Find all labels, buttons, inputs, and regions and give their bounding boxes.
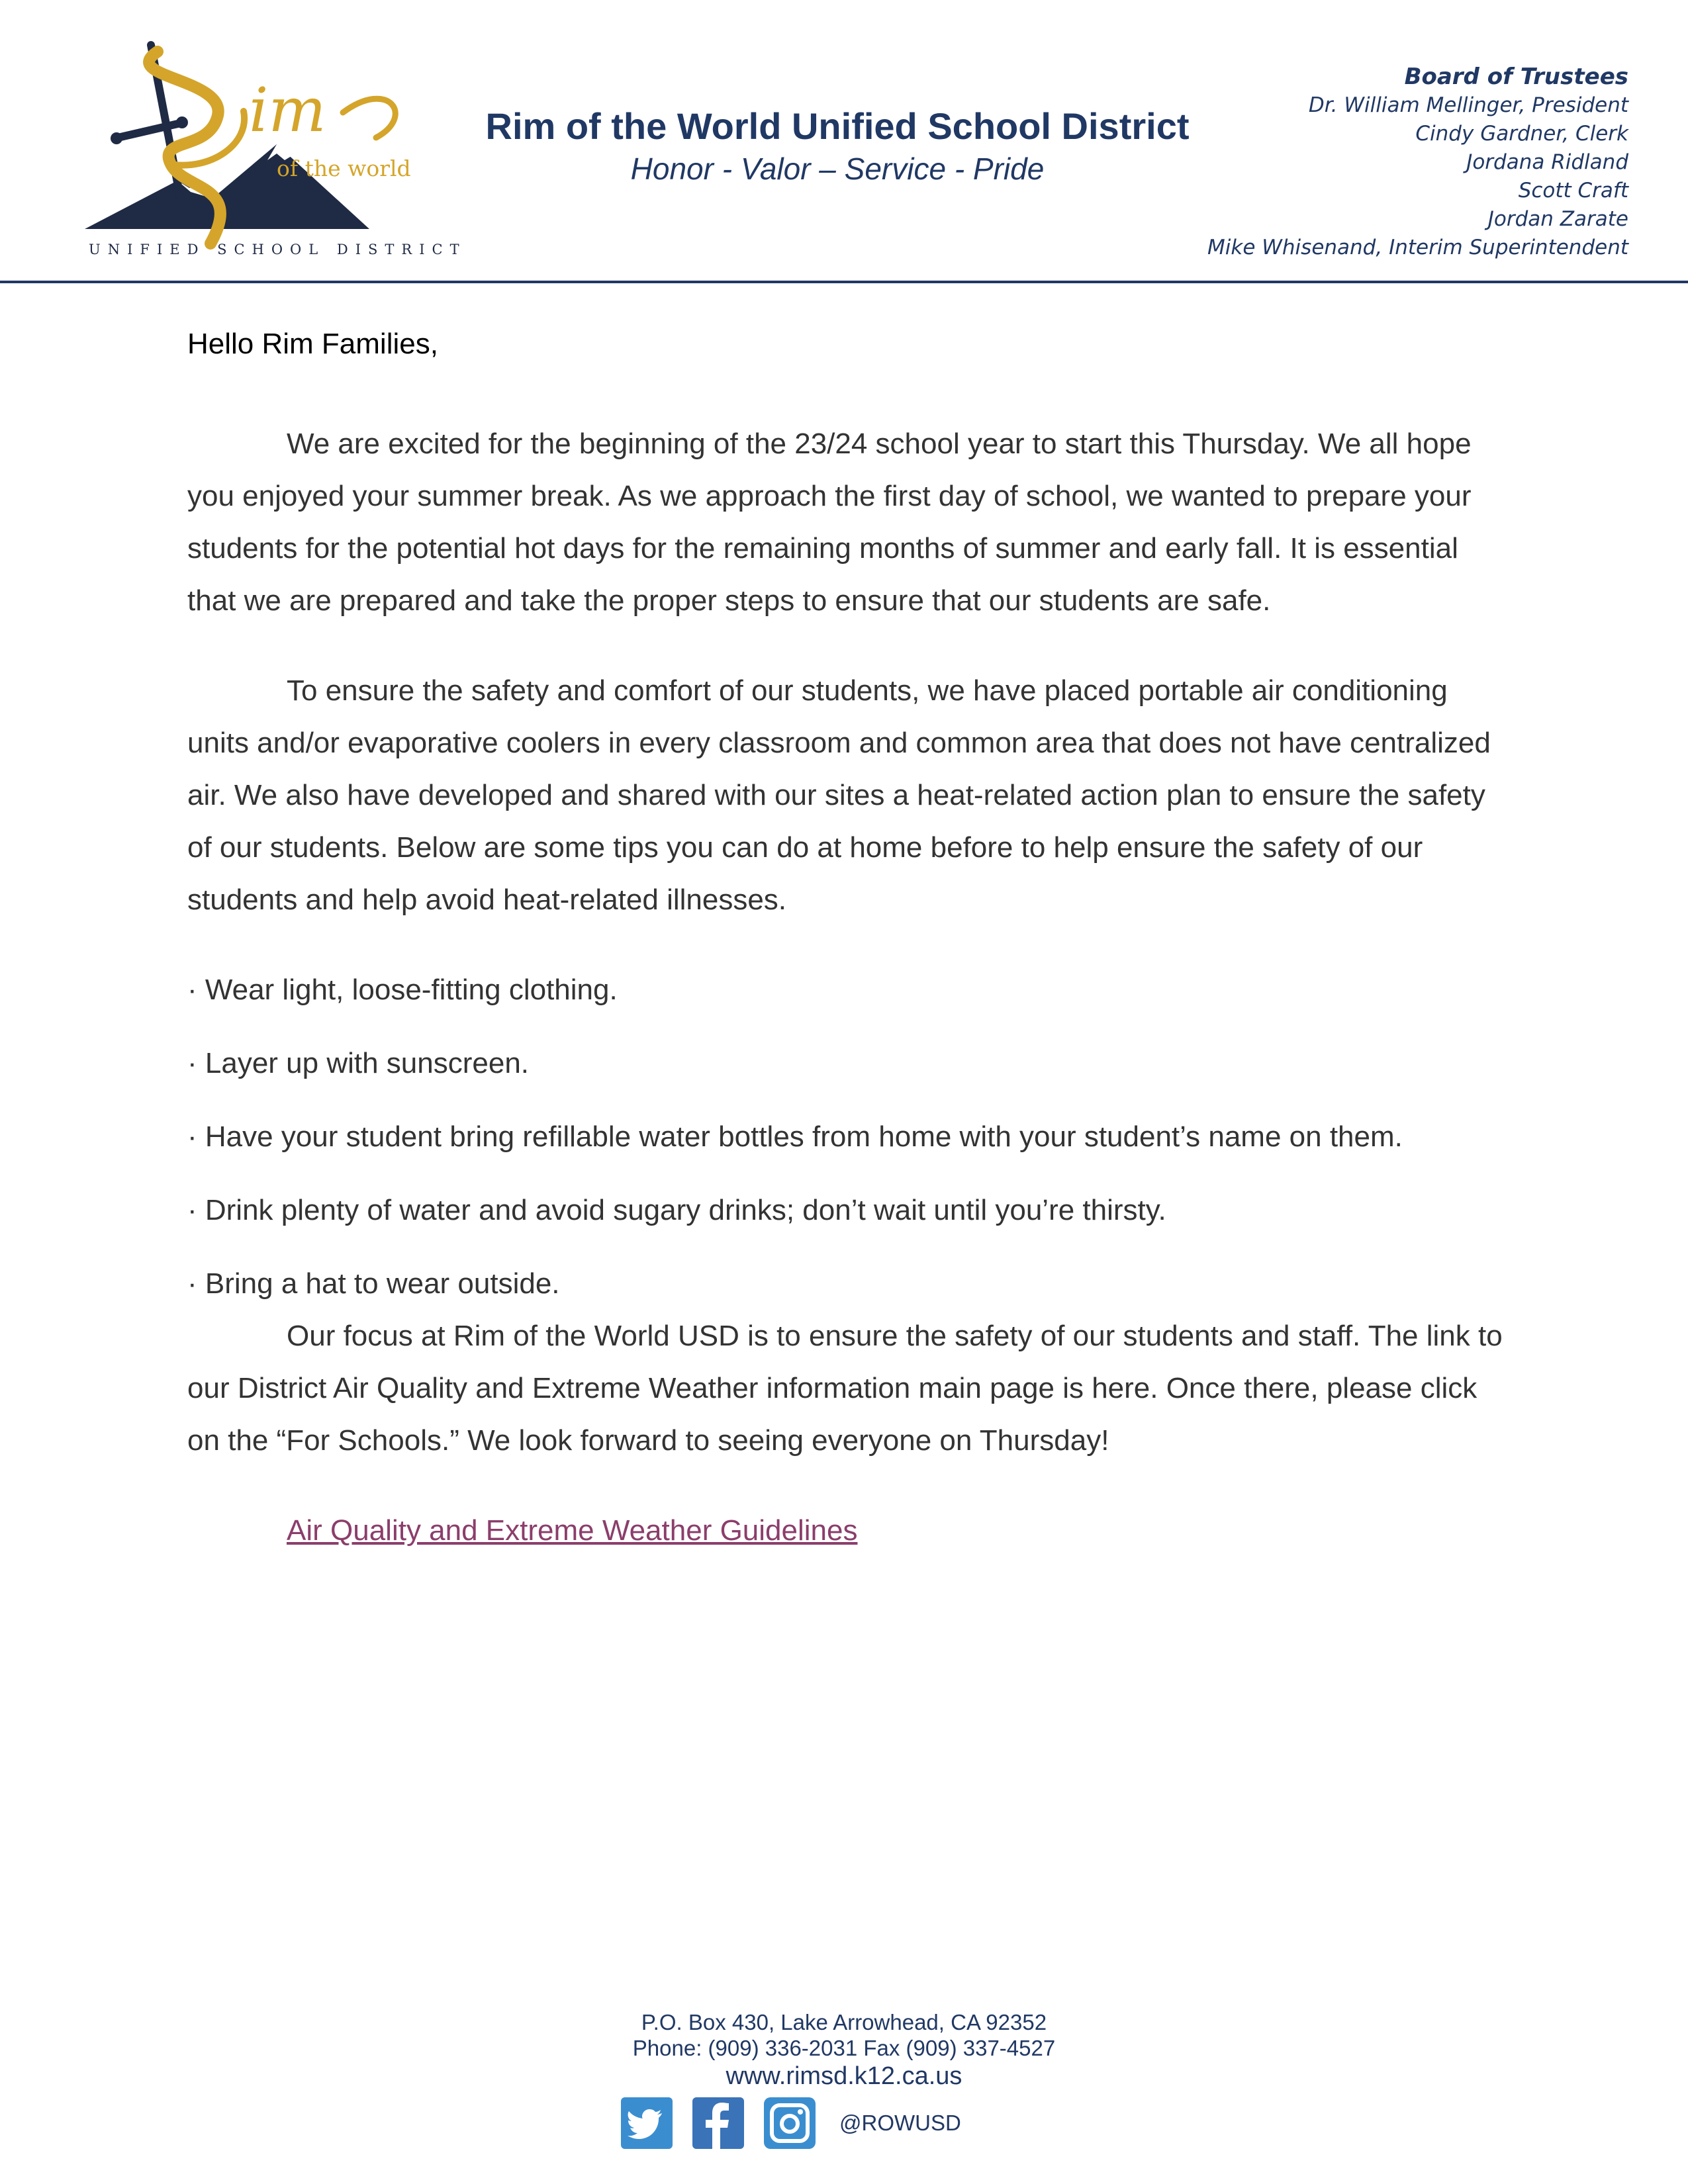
logo-main-text: im [249,75,326,146]
district-motto: Honor - Valor – Service - Pride [630,152,1045,186]
board-member: Scott Craft [1518,179,1628,203]
footer-address: P.O. Box 430, Lake Arrowhead, CA 92352 [641,2010,1047,2034]
tip-item: · Bring a hat to wear outside. [187,1267,560,1300]
logo-bottom-text: UNIFIED SCHOOL DISTRICT [89,242,467,257]
social-handle[interactable]: @ROWUSD [839,2111,961,2135]
footer-phone: Phone: (909) 336-2031 Fax (909) 337-4527 [632,2036,1056,2060]
paragraph-safety-measures: To ensure the safety and comfort of our students, we have placed portable air conditioning units and/or evaporative coolers in every classroom and common area that does not have centralized air. We also have developed and shared with our sites a heat-related action plan to ensure the safety of our students. Below are some tips you can do at home before to help ensure the safety of our students and help avoid heat-related illnesses. [187,674,1491,916]
board-member: Jordan Zarate [1487,207,1628,231]
instagram-icon[interactable] [764,2097,816,2149]
social-links [621,2097,961,2150]
guidelines-link[interactable]: Air Quality and Extreme Weather Guidelines [287,1514,858,1547]
twitter-icon[interactable] [621,2097,673,2149]
superintendent: Mike Whisenand, Interim Superintendent [1207,236,1628,259]
district-name: Rim of the World Unified School District [485,105,1190,147]
tip-item: · Layer up with sunscreen. [187,1047,530,1079]
footer-website[interactable]: www.rimsd.k12.ca.us [726,2062,962,2090]
footer [0,2009,1688,2091]
paragraph-intro: We are excited for the beginning of the 23/24 school year to start this Thursday. We all hope you enjoyed your summer break. As we approach the first day of school, we wanted to prepare your students for the potential hot days for the remaining months of summer and early fall. It is essential that we are prepared and take the proper steps to ensure that our students are safe. [187,428,1472,617]
greeting: Hello Rim Families, [187,328,438,360]
paragraph-closing: Our focus at Rim of the World USD is to ensure the safety of our students and staff. The link to our District Air Quality and Extreme Weather information main page is here. Once there, please click on the “For Schools.” We look forward to seeing everyone on Thursday! [187,1320,1503,1457]
tips-list [187,964,1511,1310]
board-member: Dr. William Mellinger, President [1308,93,1628,117]
board-of-trustees [1207,62,1628,262]
board-member: Jordana Ridland [1466,150,1628,174]
tip-item: · Wear light, loose-fitting clothing. [187,974,618,1006]
board-title: Board of Trustees [1404,64,1628,90]
tip-item: · Have your student bring refillable water bottles from home with your student’s name on them. [187,1120,1403,1153]
tip-item: · Drink plenty of water and avoid sugary drinks; don’t wait until you’re thirsty. [187,1194,1166,1226]
facebook-icon[interactable] [692,2097,744,2149]
logo-sub-text: of the world [277,156,411,181]
header-divider [0,281,1688,283]
letter-body [187,318,1511,1557]
board-member: Cindy Gardner, Clerk [1415,122,1628,146]
district-logo [78,38,467,263]
